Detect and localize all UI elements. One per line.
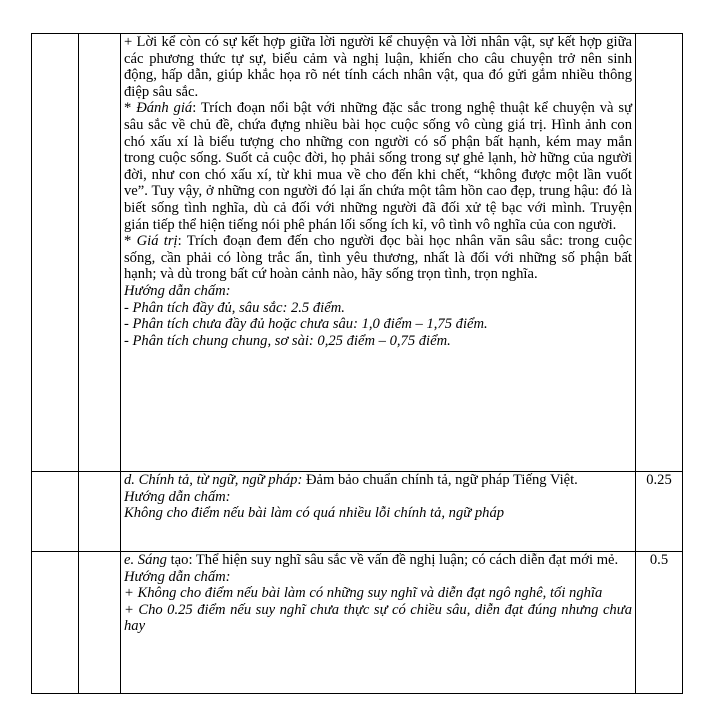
grading-table: [31, 33, 683, 694]
part-cell: [79, 552, 121, 694]
criterion-heading: d. Chính tả, từ ngữ, ngữ pháp:: [124, 472, 303, 488]
part-cell: [79, 34, 121, 472]
evaluation-text: : Trích đoạn nổi bật với những đặc sắc trong nghệ thuật kể chuyện và sự sâu sắc về chủ đề, chứa đựng nhiều bài học cuộc sống vô cùng giá trị. Hình ảnh con chó xấu xí là biểu tượng cho những con người có số phận bất hạnh, kém may mắn trong cuộc sống. Suốt cả cuộc đời, họ phải sống trong sự ghẻ lạnh, hờ hững của người đời, như con chó xấu xí, từ khi mua về cho đến khi chết, “không được một lần vuốt ve”. Tuy vậy, ở những con người đó lại ẩn chứa một tâm hồn cao đẹp, trung hậu: đó là biết sống tình nghĩa, dù cả đối với những người đã đối xử tệ bạc với mình. Truyện gián tiếp thể hiện tiếng nói phê phán lối sống ích kỉ, vô tình vô nghĩa của con người.: [124, 100, 633, 233]
question-cell: [32, 472, 79, 552]
value-paragraph: [124, 233, 632, 283]
grading-guide-title: Hướng dẫn chấm:: [124, 282, 231, 299]
value-text: : Trích đoạn đem đến cho người đọc bài học nhân văn sâu sắc: trong cuộc sống, cần phải có lòng trắc ẩn, tình yêu thương, nhất là đối với những số phận bất hạnh; và dù trong bất cứ hoàn cảnh nào, hãy sống trọn tình, trọn nghĩa.: [124, 233, 632, 283]
narration-paragraph: + Lời kể còn có sự kết hợp giữa lời người kể chuyện và lời nhân vật, sự kết hợp giữa các phương thức tự sự, biểu cảm và nghị luận, khiến cho câu chuyện trở nên sinh động, hấp dẫn, giúp khắc họa rõ nét tính cách nhân vật, qua đó gửi gắm nhiều thông điệp sâu sắc.: [124, 34, 632, 100]
criterion-paragraph: [124, 552, 632, 569]
grading-guide-item: - Phân tích chưa đầy đủ hoặc chưa sâu: 1,0 điểm – 1,75 điểm.: [124, 316, 488, 333]
table-row: [32, 472, 683, 552]
criterion-text: tạo: Thể hiện suy nghĩ sâu sắc về vấn đề nghị luận; có cách diễn đạt mới mẻ.: [166, 552, 619, 568]
content-cell: [121, 34, 636, 472]
score-cell: 0.25: [636, 472, 683, 552]
grading-guide-title: Hướng dẫn chấm:: [124, 488, 231, 505]
content-cell: [121, 552, 636, 694]
criterion-heading: e. Sáng: [124, 552, 167, 568]
content-cell: [121, 472, 636, 552]
bullet-marker: *: [124, 100, 137, 117]
evaluation-paragraph: [124, 100, 632, 233]
criterion-paragraph: [124, 472, 632, 489]
score-cell: [636, 34, 683, 472]
part-cell: [79, 472, 121, 552]
grading-guide-item: - Phân tích đầy đủ, sâu sắc: 2.5 điểm.: [124, 299, 345, 316]
grading-guide-item: + Cho 0.25 điểm nếu suy nghĩ chưa thực sự có chiều sâu, diễn đạt đúng nhưng chưa hay: [124, 601, 632, 635]
score-cell: 0.5: [636, 552, 683, 694]
grading-guide-item: + Không cho điểm nếu bài làm có những suy nghĩ và diễn đạt ngô nghê, tối nghĩa: [124, 585, 603, 602]
evaluation-heading: Đánh giá: [136, 100, 193, 117]
grading-guide-item: Không cho điểm nếu bài làm có quá nhiều lỗi chính tả, ngữ pháp: [124, 505, 505, 522]
grading-guide-item: - Phân tích chung chung, sơ sài: 0,25 điểm – 0,75 điểm.: [124, 332, 451, 349]
grading-guide-title: Hướng dẫn chấm:: [124, 568, 231, 585]
question-cell: [32, 552, 79, 694]
value-heading: Giá trị: [136, 233, 178, 250]
bullet-marker: *: [124, 233, 137, 250]
criterion-text: Đảm bảo chuẩn chính tả, ngữ pháp Tiếng Việt.: [302, 472, 578, 488]
table-row: [32, 552, 683, 694]
question-cell: [32, 34, 79, 472]
table-row: [32, 34, 683, 472]
